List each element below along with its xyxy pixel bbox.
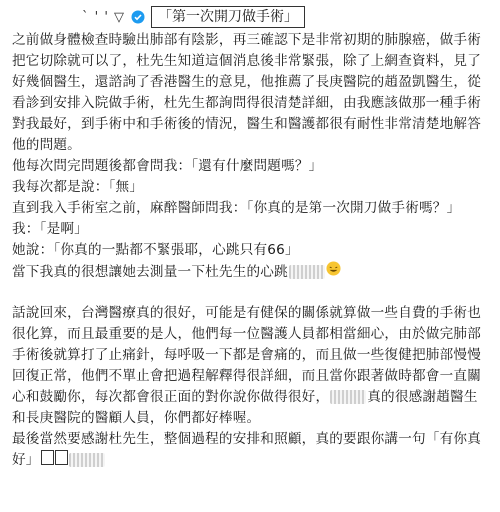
post-title: 「第一次開刀做手術」	[151, 6, 305, 28]
paragraph-heartrate: 她說：「你真的一點都不緊張耶，心跳只有66」	[12, 242, 299, 258]
author-name[interactable]: ` ' ' ▽	[82, 9, 126, 25]
paragraph-intro: 之前做身體檢查時驗出肺部有陰影，再三確認下是非常初期的肺腺癌，做手術把它切除就可以了，杜先生知道這個消息後非常緊張，除了上網查資料，見了好幾個醫生，還諮詢了香港醫生的意見，他推薦了長庚醫院的趙盈凱醫生，從看診到安排入院做手術，杜先生都詢問得很清楚詳細，由我應該做那一種手術對我最好，到手術中和手術後的情況，醫生和醫護都很有耐性非常清楚地解答他的問題。	[12, 32, 481, 153]
praise-text: 話說回來，台灣醫療真的很好，可能是有健保的關係就算做一些自費的手術也很化算，而且最重要的是人，他們每一位醫護人員都相當細心，由於做完肺部手術後就算打了止痛針，每呼吸一下都是會痛的，而且做一些復健把肺部慢慢回復正常，他們不單止會把過程解釋得很詳細，而且當你跟著做時都會一直關心和鼓勵你，每次都會很正面的對你說你做得很好，	[12, 305, 481, 405]
paragraph-husband-heartbeat	[12, 261, 488, 283]
inline-image-placeholder-icon	[330, 390, 366, 404]
missing-glyph-icon	[41, 450, 54, 465]
paragraph-closing	[12, 429, 488, 471]
paragraph-anesthetist: 直到我入手術室之前，麻醉醫師問我：「你真的是第一次開刀做手術嗎？」	[12, 200, 461, 216]
heartbeat-text: 當下我真的很想讓她去測量一下杜先生的心跳	[12, 264, 288, 280]
paragraph-answer: 我每次都是說：「無」	[12, 179, 144, 195]
thanks-text: 真的很感謝趙醫生和長庚醫院的醫顧人員，你們都好棒喔。	[12, 389, 478, 426]
laughing-emoji-icon	[326, 261, 341, 283]
closing-text: 最後當然要感謝杜先生，整個過程的安排和照顧，真的要跟你講一句「有你真好」	[12, 431, 481, 468]
paragraph-gap	[12, 283, 488, 303]
paragraph-praise	[12, 303, 488, 429]
post-body	[12, 30, 488, 471]
paragraph-question: 他每次問完問題後都會問我：「還有什麼問題嗎？」	[12, 158, 323, 174]
post-header	[12, 4, 488, 30]
paragraph-reply: 我：「是啊」	[12, 221, 88, 237]
inline-image-placeholder-icon	[289, 265, 325, 279]
missing-glyph-icon	[55, 450, 68, 465]
verified-badge-icon	[131, 10, 145, 24]
inline-image-placeholder-icon	[69, 453, 105, 467]
